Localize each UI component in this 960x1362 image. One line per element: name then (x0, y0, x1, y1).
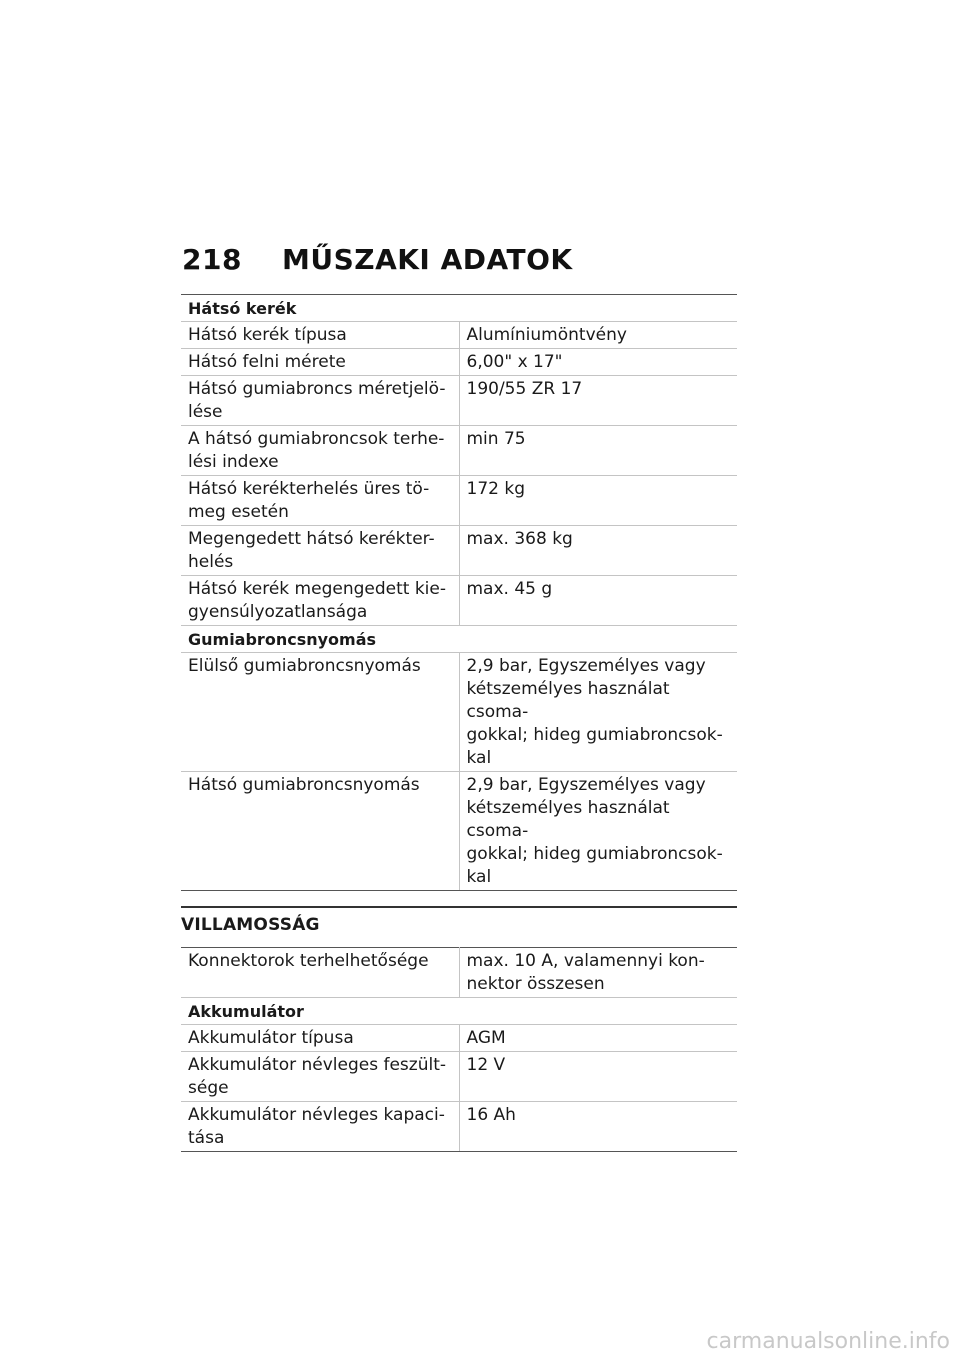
spec-value: max. 45 g (459, 576, 737, 626)
table-row (181, 322, 737, 349)
table-row (181, 426, 737, 476)
group-rear-wheel (181, 295, 737, 322)
spec-label: Akkumulátor típusa (181, 1025, 459, 1052)
page-title: MŰSZAKI ADATOK (282, 243, 573, 276)
table-row (181, 1025, 737, 1052)
table-row (181, 1102, 737, 1152)
section-title-electrical: VILLAMOSSÁG (181, 906, 737, 947)
spec-value: 12 V (459, 1052, 737, 1102)
spec-label: A hátsó gumiabroncsok terhe- lési indexe (181, 426, 459, 476)
group-heading: Gumiabroncsnyomás (181, 626, 737, 653)
spec-label: Hátsó gumiabroncs méretjelö- lése (181, 376, 459, 426)
spec-label: Elülső gumiabroncsnyomás (181, 653, 459, 772)
table-row (181, 376, 737, 426)
table-row (181, 653, 737, 772)
group-battery (181, 998, 737, 1025)
spec-label: Hátsó felni mérete (181, 349, 459, 376)
spec-label: Akkumulátor névleges kapaci- tása (181, 1102, 459, 1152)
spec-label: Konnektorok terhelhetősége (181, 948, 459, 998)
page-header (182, 243, 573, 276)
spec-label: Hátsó kerékterhelés üres tö- meg esetén (181, 476, 459, 526)
spec-label: Hátsó kerék típusa (181, 322, 459, 349)
spec-value: max. 368 kg (459, 526, 737, 576)
table-row (181, 349, 737, 376)
table-row (181, 1052, 737, 1102)
spec-table-body (181, 295, 737, 891)
spec-table-body (181, 948, 737, 1152)
table-row (181, 526, 737, 576)
spec-label: Hátsó gumiabroncsnyomás (181, 772, 459, 891)
spec-table-electrical (181, 947, 737, 1152)
spec-value: 172 kg (459, 476, 737, 526)
spec-value: min 75 (459, 426, 737, 476)
spec-value: 190/55 ZR 17 (459, 376, 737, 426)
spec-value: AGM (459, 1025, 737, 1052)
table-row (181, 476, 737, 526)
group-heading: Akkumulátor (181, 998, 737, 1025)
spec-value: 2,9 bar, Egyszemélyes vagy kétszemélyes használat csoma- gokkal; hideg gumiabroncsok- kal (459, 772, 737, 891)
group-tire-pressure (181, 626, 737, 653)
page-number: 218 (182, 243, 242, 276)
table-row (181, 948, 737, 998)
spec-label: Hátsó kerék megengedett kie- gyensúlyozatlansága (181, 576, 459, 626)
spec-value: 2,9 bar, Egyszemélyes vagy kétszemélyes használat csoma- gokkal; hideg gumiabroncsok- kal (459, 653, 737, 772)
spec-value: 16 Ah (459, 1102, 737, 1152)
watermark: carmanualsonline.info (706, 1329, 950, 1354)
spec-table-rear-wheel (181, 294, 737, 891)
table-row (181, 772, 737, 891)
spec-value: Alumíniumöntvény (459, 322, 737, 349)
table-row (181, 576, 737, 626)
spec-value: max. 10 A, valamennyi kon- nektor összesen (459, 948, 737, 998)
spec-value: 6,00" x 17" (459, 349, 737, 376)
spec-content (181, 294, 737, 1152)
spec-label: Megengedett hátsó kerékter- helés (181, 526, 459, 576)
group-heading: Hátsó kerék (181, 295, 737, 322)
spec-label: Akkumulátor névleges feszült- sége (181, 1052, 459, 1102)
